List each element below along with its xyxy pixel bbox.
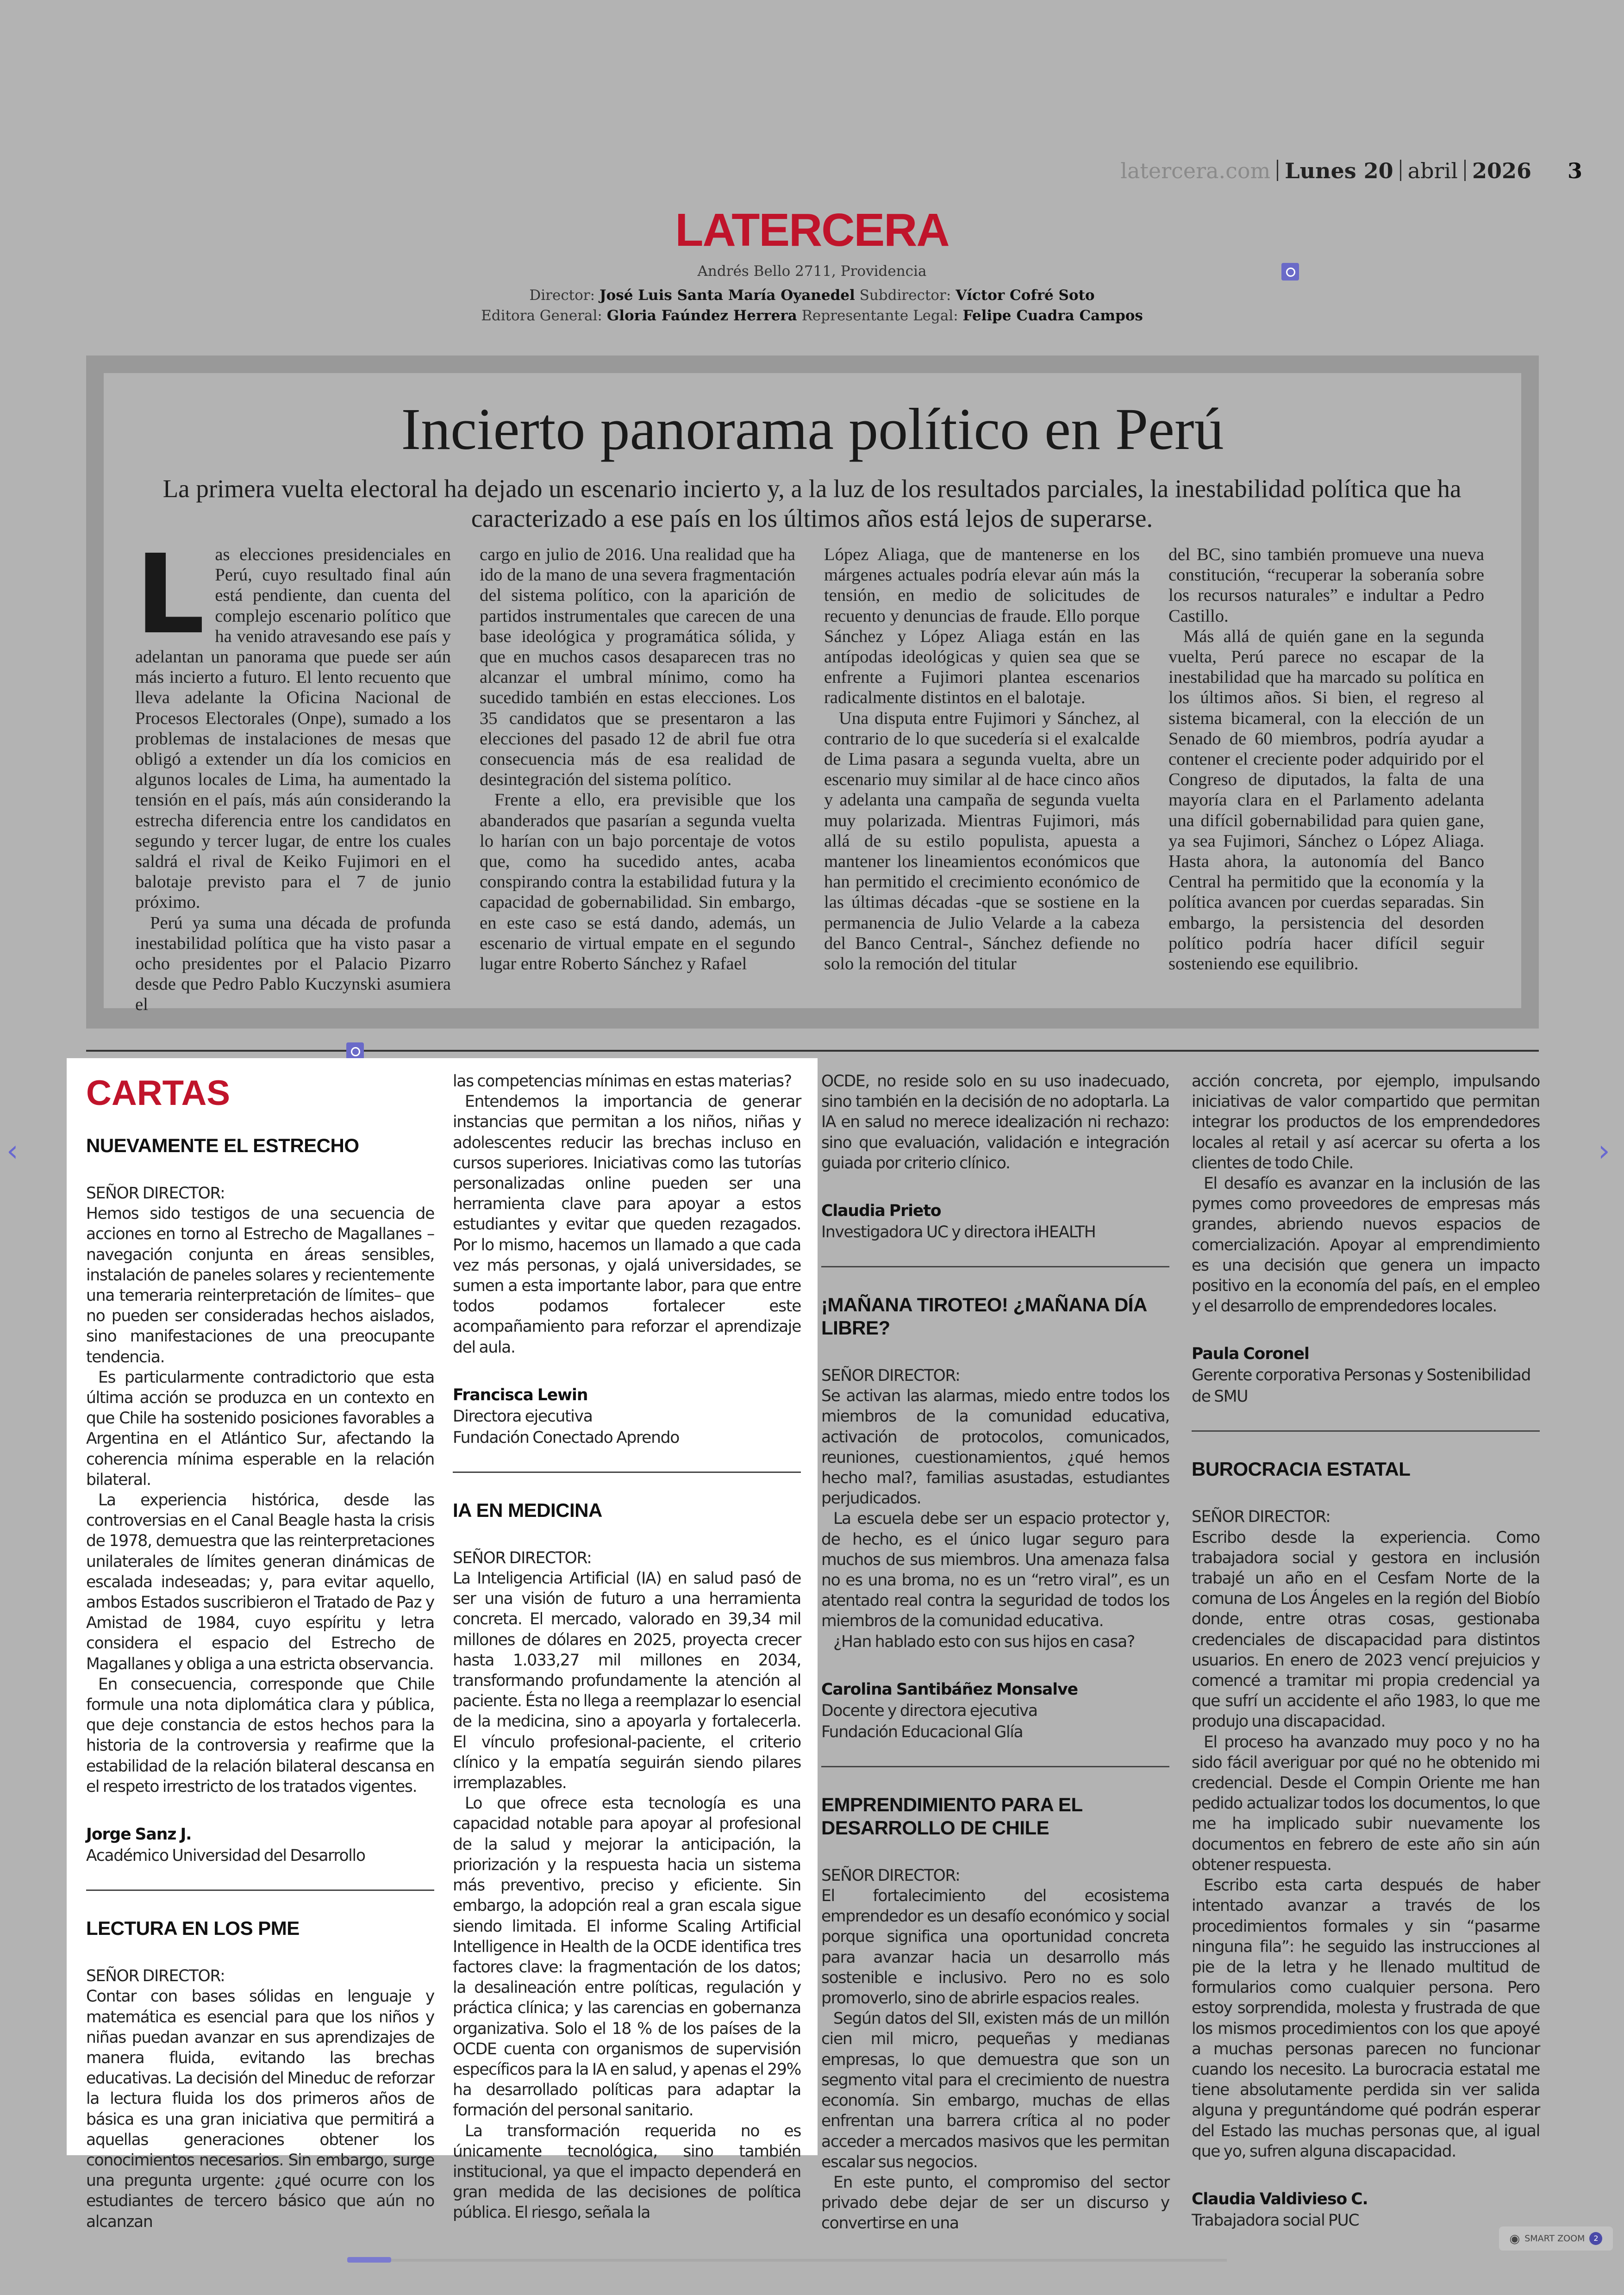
masthead-address: Andrés Bello 2711, Providencia <box>697 263 927 280</box>
letter-author: Francisca Lewin <box>453 1385 588 1404</box>
previous-page-arrow-icon[interactable]: ‹ <box>6 1134 19 1168</box>
masthead-editors <box>0 307 1624 324</box>
zoom-region-icon[interactable] <box>346 1042 364 1060</box>
letter-author: Jorge Sanz J. <box>86 1825 192 1844</box>
letter-author-role: Investigadora UC y directora iHEALTH <box>821 1223 1096 1242</box>
site-url[interactable]: latercera.com <box>1120 158 1271 183</box>
letters-column-1 <box>86 1134 434 2231</box>
letter-divider <box>1192 1430 1540 1432</box>
letter-signature <box>1192 1343 1540 1407</box>
header-day: Lunes 20 <box>1285 158 1393 183</box>
legal-label: Representante Legal: <box>801 307 958 324</box>
legal-name: Felipe Cuadra Campos <box>962 307 1143 324</box>
editorial-dropcap: L <box>135 531 205 658</box>
letter-paragraph: Es particularmente contradictorio que esta última acción se produzca en un contexto en que Chile ha sostenido posiciones favorables a Argentina en el Atlántico Sur, afectando la coherencia mínima esperable en la relación bilateral. <box>86 1368 434 1489</box>
section-title-cartas: CARTAS <box>86 1073 231 1113</box>
letter-divider <box>86 1890 434 1891</box>
letter-title: BUROCRACIA ESTATAL <box>1192 1458 1411 1480</box>
letter-author-role: Docente y directora ejecutiva <box>821 1701 1037 1720</box>
letter-title: LECTURA EN LOS PME <box>86 1917 300 1940</box>
letter-paragraph: La experiencia histórica, desde las controversias en el Canal Beagle hasta la crisis de 1978, demuestra que las reinterpretaciones unilaterales de límites generan dinámicas de escalada indeseadas; y, para evitar aquello, ambos Estados suscribieron el Tratado de Paz y Amistad de 1984, cuyo espíritu y letra considera el espacio del Estrecho de Magallanes y obliga a una estricta observancia. <box>86 1491 434 1673</box>
letter-paragraph: Se activan las alarmas, miedo entre todos los miembros de la comunidad educativa, activación de protocolos, comunicados, reuniones, cuestionamientos, ¿qué hemos hecho mal?, familias asustadas, estudiantes perjudicados. <box>821 1387 1169 1508</box>
page-number: 3 <box>1567 158 1582 183</box>
subdirector-label: Subdirector: <box>859 287 951 304</box>
zoom-region-icon[interactable] <box>1281 263 1299 281</box>
header-year: 2026 <box>1472 158 1531 183</box>
letter-signature <box>453 1384 801 1448</box>
letter-paragraph: En consecuencia, corresponde que Chile formule una nota diplomática clara y pública, que deje constancia de estos hechos para la historia de la controversia y reafirme que la estabilidad de la relación bilateral descansa en el respeto irrestricto de los tratados vigentes. <box>86 1675 434 1796</box>
letter-author-role: Gerente corporativa Personas y Sostenibilidad de SMU <box>1192 1366 1531 1406</box>
letter-paragraph: Entendemos la importancia de generar instancias que permitan a los niños, niñas y adolescentes reducir las brechas incluso en cursos superiores. Iniciativas como las tutorías personalizadas online pueden ser una herramienta clave para apoyar a estos estudiantes y evitar que queden rezagados. Por lo mismo, hacemos un llamado a que cada vez más personas, y ojalá universidades, se sumen a esta importante labor, para que entre todos podamos fortalecer este acompañamiento para reforzar el aprendizaje del aula. <box>453 1092 801 1357</box>
editorial-deck: La primera vuelta electoral ha dejado un escenario incierto y, a la luz de los resultados parciales, la inestabilidad política que ha caracterizado a ese país en los últimos años está lejos de superarse. <box>162 474 1462 532</box>
masthead-directors <box>0 287 1624 304</box>
director-name: José Luis Santa María Oyanedel <box>599 287 855 304</box>
subdirector-name: Víctor Cofré Soto <box>956 287 1095 304</box>
letter-salutation: SEÑOR DIRECTOR: <box>86 1184 225 1203</box>
editorial-paragraph: del BC, sino también promueve una nueva constitución, “recuperar la soberanía sobre los recursos naturales” e indultar a Pedro Castillo. <box>1168 545 1484 626</box>
letter-paragraph: acción concreta, por ejemplo, impulsando iniciativas de valor compartido que permitan integrar los productos de los emprendedores locales al retail y así acercar su oferta a los clientes de todo Chile. <box>1192 1072 1540 1172</box>
editorial-paragraph: Una disputa entre Fujimori y Sánchez, al contrario de lo que sucedería si el exalcalde de Lima pasara a segunda vuelta, abre un escenario muy similar al de hace cinco años y adelanta una campaña de segunda vuelta muy polarizada. Mientras Fujimori, más allá de su estilo populista, apuesta a mantener los lineamientos económicos que han permitido el crecimiento económico de las últimas décadas -que se sostiene en la permanencia de Julio Velarde a la cabeza del Banco Central-, Sánchez defiende no solo la remoción del titular <box>824 708 1140 974</box>
editorial-paragraph: López Aliaga, que de mantenerse en los márgenes actuales podría elevar aún más la tensión, en medio de solicitudes de recuento y denuncias de fraude. Ello porque Sánchez y López Aliaga están en las antípodas ideológicas y quien sea que se enfrente a Fujimori plantea escenarios radicalmente distintos en el balotaje. <box>824 545 1140 708</box>
letter-paragraph: La transformación requerida no es únicamente tecnológica, sino también institucional, ya que el impacto dependerá en gran medida de las decisiones de política pública. El riesgo, señala la <box>453 2121 801 2222</box>
page-scroll-track[interactable] <box>347 2259 1227 2262</box>
editora-label: Editora General: <box>481 307 602 324</box>
letters-column-3 <box>821 1071 1169 2233</box>
letter-paragraph: El fortalecimiento del ecosistema emprendedor es un desafío económico y social porque significa una oportunidad concreta para avanzar hacia un desarrollo más sostenible e inclusivo. Pero no es solo promoverlo, sino de abrirle espacios reales. <box>821 1887 1169 2008</box>
letter-title: ¡MAÑANA TIROTEO! ¿MAÑANA DÍA LIBRE? <box>821 1294 1147 1339</box>
letter-divider <box>453 1472 801 1473</box>
letter-paragraph: ¿Han hablado esto con sus hijos en casa? <box>833 1632 1135 1651</box>
letter-signature <box>821 1200 1169 1243</box>
letter-paragraph: Lo que ofrece esta tecnología es una capacidad notable para apoyar al profesional de la salud y mejorar la anticipación, la priorización y la respuesta hacia un sistema más preventivo, preciso y eficiente. Sin embargo, la adopción real a gran escala sigue siendo limitada. El informe Scaling Artificial Intelligence in Health de la OCDE identifica tres factores clave: la fragmentación de los datos; la desalineación entre políticas, regulación y práctica clínica; y las carencias en gobernanza organizativa. Solo el 18 % de los países de la OCDE cuenta con organismos de supervisión específicos para la IA en salud, y apenas el 29% ha desarrollado políticas para adaptar la formación del personal sanitario. <box>453 1794 801 2120</box>
header-date-line <box>1120 158 1531 183</box>
letter-paragraph: El proceso ha avanzado muy poco y no ha sido fácil averiguar por qué no he obtenido mi credencial. Desde el Compin Oriente me han pedido actualizar todos los documentos, lo que me ha implicado subir nuevamente los documentos en febrero de este año sin aún obtener respuesta. <box>1192 1733 1540 1874</box>
editora-name: Gloria Faúndez Herrera <box>606 307 797 324</box>
letter-paragraph: Escribo esta carta después de haber intentado avanzar a través de los procedimientos formales y sin “pasarme ninguna fila”: he seguido las instrucciones al pie de la letra y he llenado multitud de formularios como cualquier persona. Pero estoy sorprendida, molesta y frustrada de que los mismos procedimientos con los que apoyé a muchas personas parecen no funcionar cuando los necesito. La burocracia estatal me tiene absolutamente perdida sin ver salida alguna y preguntándome qué podrán esperar del Estado las muchas personas que, al igual que yo, sufren alguna discapacidad. <box>1192 1876 1540 2161</box>
editorial-paragraph: as elecciones presidenciales en Perú, cuyo resultado final aún está pendiente, dan cuenta del complejo escenario político que ha venido atravesando ese país y adelantan un panorama que puede ser aún más incierto a futuro. El lento recuento que lleva adelante la Oficina Nacional de Procesos Electorales (Onpe), sumado a los problemas de instalaciones de mesas que obligó a extender un día los comicios en algunos locales de Lima, ha aumentado la tensión en el país, más aún considerando la estrecha diferencia entre los candidatos en segundo y tercer lugar, de entre los cuales saldrá el rival de Keiko Fujimori en el balotaje previsto para el 7 de junio próximo. <box>135 545 451 912</box>
letter-title: NUEVAMENTE EL ESTRECHO <box>86 1135 359 1156</box>
letter-divider <box>821 1766 1169 1767</box>
letter-author: Claudia Valdivieso C. <box>1192 2189 1368 2208</box>
letter-paragraph: La escuela debe ser un espacio protector y, de hecho, es el único lugar seguro para muchos de sus miembros. Una amenaza falsa no es una broma, no es un “retro viral”, es un atentado real contra la seguridad de todos los miembros de la comunidad educativa. <box>821 1509 1169 1631</box>
director-label: Director: <box>529 287 595 304</box>
next-page-arrow-icon[interactable]: › <box>1598 1134 1610 1168</box>
smart-zoom-button[interactable] <box>1499 2226 1613 2251</box>
letter-author-role: Fundación Conectado Aprendo <box>453 1428 680 1447</box>
editorial-column-1 <box>135 531 451 1015</box>
letter-paragraph: La Inteligencia Artificial (IA) en salud pasó de ser una visión de futuro a una herramienta concreta. El mercado, valorado en 39,34 mil millones de dólares en 2025, proyecta crecer hasta 1.033,27 mil millones en 2034, transformando profundamente la atención al paciente. Ésta no llega a reemplazar lo esencial de la medicina, sino a apoyarla y fortalecerla. El vínculo profesional-paciente, el criterio clínico y la empatía seguirán siendo pilares irremplazables. <box>453 1569 801 1793</box>
letter-salutation: SEÑOR DIRECTOR: <box>821 1866 960 1885</box>
letter-paragraph: OCDE, no reside solo en su uso inadecuado, sino también en la decisión de no adoptarla. La IA en salud no merece idealización ni rechazo: sino que evaluación, validación e integración guiada por criterio clínico. <box>821 1072 1169 1172</box>
letters-column-4 <box>1192 1071 1540 2230</box>
letter-author: Claudia Prieto <box>821 1202 941 1221</box>
letter-paragraph: Contar con bases sólidas en lenguaje y matemática es esencial para que los niños y niñas puedan avanzar en sus aprendizajes de manera fluida, evitando las brechas educativas. La decisión del Mineduc de reforzar la lectura fluida los dos primeros años de básica es una gran iniciativa que permitirá a aquellas generaciones obtener los conocimientos necesarios. Sin embargo, surge una pregunta urgente: ¿qué ocurre con los estudiantes de tercero básico que aún no alcanzan <box>86 1987 434 2231</box>
letter-signature <box>86 1824 434 1866</box>
letter-paragraph: En este punto, el compromiso del sector privado debe dejar de ser un discurso y convertirse en una <box>821 2173 1169 2233</box>
letter-signature <box>821 1679 1169 1743</box>
section-separator <box>86 1050 1539 1052</box>
letters-column-2 <box>453 1071 801 2222</box>
letter-paragraph: Escribo desde la experiencia. Como trabajadora social y gestora en inclusión trabajé un año en el Cesfam Norte de la comuna de Los Ángeles en la región del Biobío donde, entre otras cosas, gestionaba credenciales de discapacidad para distintos usuarios. En enero de 2023 vencí prejuicios y comencé a tramitar mi propia credencial ya que sufrí un accidente el año 1983, lo que me produjo una discapacidad. <box>1192 1528 1540 1731</box>
editorial-paragraph: cargo en julio de 2016. Una realidad que ha ido de la mano de una severa fragmentación del sistema político, con la aparición de partidos instrumentales que carecen de una base ideológica y programática sólida, y que en muchos casos desaparecen tras no alcanzar el umbral mínimo, como ha sucedido también en estas elecciones. Los 35 candidatos que se presentaron a las elecciones del pasado 12 de abril fue otra consecuencia más de esa realidad de desintegración del sistema político. <box>480 545 795 790</box>
editorial-box[interactable] <box>104 373 1521 1015</box>
letter-salutation: SEÑOR DIRECTOR: <box>821 1366 960 1385</box>
letter-paragraph: Hemos sido testigos de una secuencia de acciones en torno al Estrecho de Magallanes –navegación conjunta en áreas sensibles, instalación de paneles solares y recientemente una temeraria reinterpretación de límites– que no pueden ser consideradas hechos aislados, sino manifestaciones de una preocupante tendencia. <box>86 1204 434 1366</box>
letter-paragraph: las competencias mínimas en estas materias? <box>453 1072 792 1091</box>
letter-author-role: Directora ejecutiva <box>453 1407 593 1426</box>
editorial-column-4 <box>1168 544 1484 998</box>
letter-salutation: SEÑOR DIRECTOR: <box>453 1548 592 1567</box>
letter-paragraph: Según datos del SII, existen más de un millón cien mil micro, pequeñas y medianas empresas, lo que demuestra que son un segmento vital para el crecimiento de nuestra economía. Sin embargo, muchas de ellas enfrentan una barrera crítica al no poder acceder a mercados masivos que les permitan escalar sus negocios. <box>821 2009 1169 2171</box>
newspaper-logo: LATERCERA <box>675 204 949 256</box>
letter-author: Paula Coronel <box>1192 1345 1309 1364</box>
smart-zoom-count: 2 <box>1589 2232 1602 2245</box>
editorial-paragraph: Perú ya suma una década de profunda inestabilidad política que ha visto pasar a ocho presidentes por el Palacio Pizarro desde que Pedro Pablo Kuczynski asumiera el <box>135 913 451 1015</box>
letter-signature <box>1192 2189 1540 2231</box>
editorial-title: Incierto panorama político en Perú <box>401 396 1224 462</box>
eye-icon: ◉ <box>1509 2232 1520 2246</box>
letter-author: Carolina Santibáñez Monsalve <box>821 1680 1078 1699</box>
editorial-column-3 <box>824 544 1140 998</box>
letter-title: EMPRENDIMIENTO PARA EL DESARROLLO DE CHILE <box>821 1793 1082 1839</box>
letter-divider <box>821 1266 1169 1267</box>
letter-author-role: Trabajadora social PUC <box>1192 2211 1359 2230</box>
letter-salutation: SEÑOR DIRECTOR: <box>1192 1508 1330 1527</box>
letter-author-role: Fundación Educacional Glía <box>821 1722 1023 1741</box>
letter-paragraph: El desafío es avanzar en la inclusión de las pymes como proveedores de empresas más grandes, abriendo nuevos espacios de comercialización. Apoyar al emprendimiento es una decisión que genera un impacto positivo en la economía del país, en el empleo y el desarrollo de emprendedores locales. <box>1192 1174 1540 1316</box>
editorial-column-2 <box>480 544 795 998</box>
smart-zoom-label: SMART ZOOM <box>1524 2233 1585 2244</box>
letter-author-role: Académico Universidad del Desarrollo <box>86 1846 365 1865</box>
letter-title: IA EN MEDICINA <box>453 1499 602 1521</box>
header-month: abril <box>1407 158 1458 183</box>
editorial-paragraph: Más allá de quién gane en la segunda vuelta, Perú parece no escapar de la inestabilidad que ha marcado su política en los últimos años. Si bien, el regreso al sistema bicameral, con la elección de un Senado de 60 miembros, podría ayudar a contener el creciente poder adquirido por el Congreso de diputados, la falta de una mayoría clara en el Parlamento adelanta una difícil gobernabilidad para quien gane, ya sea Fujimori, Sánchez o López Aliaga. Hasta ahora, la autonomía del Banco Central ha permitido que la economía y la política avancen por cuerdas separadas. Sin embargo, la persistencia del desorden político podría hacer difícil seguir sosteniendo ese equilibrio. <box>1168 626 1484 974</box>
page-scroll-thumb[interactable] <box>347 2257 391 2263</box>
editorial-paragraph: Frente a ello, era previsible que los abanderados que pasarían a segunda vuelta lo harían con un bajo porcentaje de votos que, como ha sucedido antes, acaba conspirando contra la estabilidad futura y la capacidad de gobernabilidad. Sin embargo, en este caso se está dando, además, un escenario de virtual empate en el segundo lugar entre Roberto Sánchez y Rafael <box>480 790 795 974</box>
letter-salutation: SEÑOR DIRECTOR: <box>86 1967 225 1986</box>
